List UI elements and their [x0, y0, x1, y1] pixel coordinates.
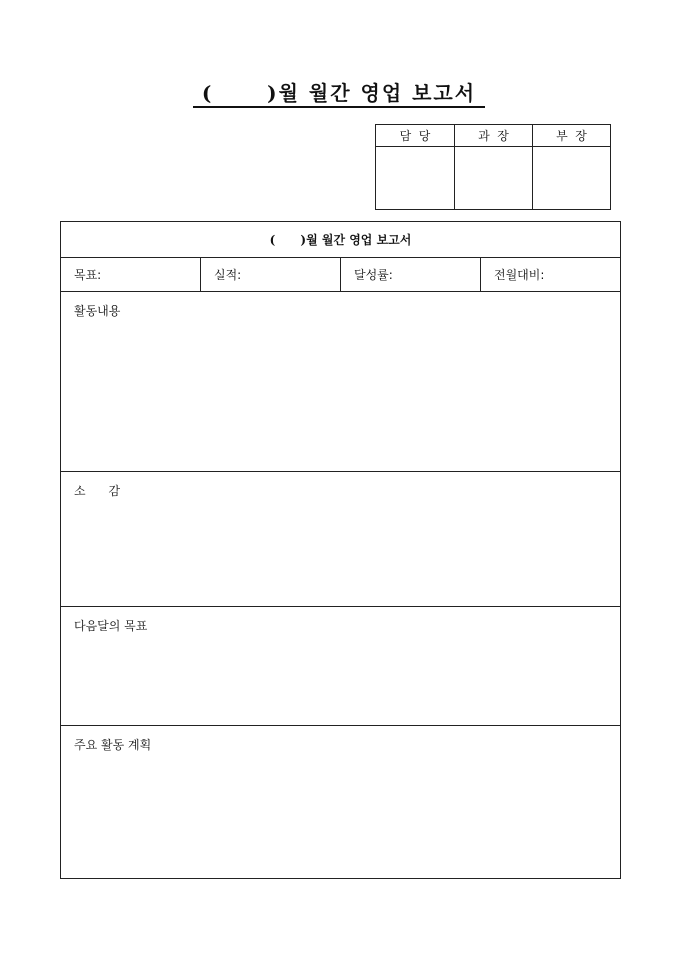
document-title: ( )월 월간 영업 보고서	[193, 78, 485, 108]
metric-result[interactable]: 실적:	[201, 258, 341, 292]
approval-signature-row	[376, 147, 611, 210]
metric-goal[interactable]: 목표:	[61, 258, 201, 292]
approval-header-manager: 과 장	[455, 125, 533, 147]
report-table	[60, 221, 621, 879]
impression-field[interactable]	[61, 472, 621, 607]
metric-month-over-month[interactable]: 전월대비:	[481, 258, 621, 292]
report-title: ( )월 월간 영업 보고서	[61, 222, 621, 258]
next-goal-field[interactable]	[61, 607, 621, 726]
approval-signature-manager[interactable]	[455, 147, 533, 210]
approval-header-row	[376, 125, 611, 147]
metric-achievement-rate[interactable]: 달성률:	[341, 258, 481, 292]
activity-label: 활동내용	[74, 304, 121, 318]
plan-label: 주요 활동 계획	[74, 738, 152, 752]
section-next-goal	[61, 607, 621, 726]
section-plan	[61, 726, 621, 879]
metrics-row	[61, 258, 621, 292]
approval-table	[375, 124, 611, 210]
approval-header-director: 부 장	[533, 125, 611, 147]
activity-field[interactable]	[61, 292, 621, 472]
section-impression	[61, 472, 621, 607]
approval-signature-staff[interactable]	[376, 147, 455, 210]
impression-label: 소 감	[74, 484, 121, 498]
report-title-row	[61, 222, 621, 258]
plan-field[interactable]	[61, 726, 621, 879]
approval-header-staff: 담 당	[376, 125, 455, 147]
approval-signature-director[interactable]	[533, 147, 611, 210]
section-activity	[61, 292, 621, 472]
next-goal-label: 다음달의 목표	[74, 619, 148, 633]
